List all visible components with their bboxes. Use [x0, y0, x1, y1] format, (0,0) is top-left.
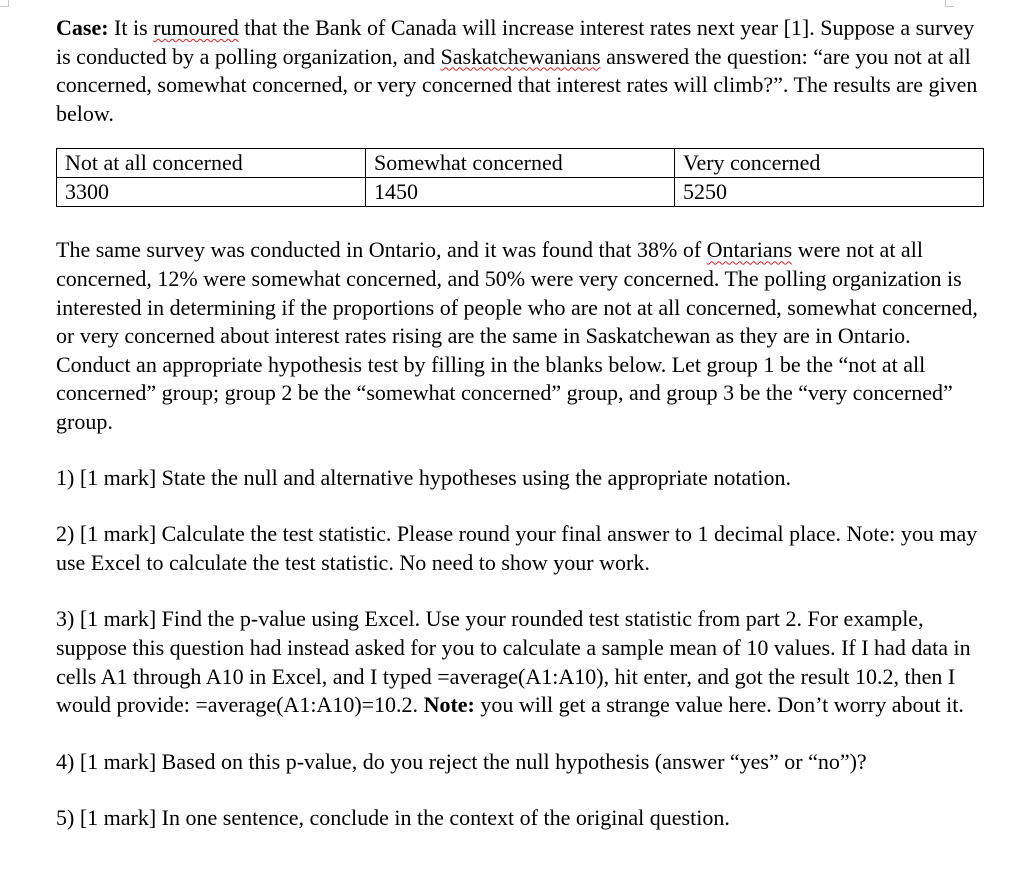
question-3: [56, 605, 986, 719]
survey-results-table: [56, 148, 984, 207]
table-value-row: [57, 178, 984, 207]
page-corner-marker-left: [0, 0, 9, 7]
table-value-cell: 3300: [57, 178, 366, 207]
table-header-cell: Somewhat concerned: [366, 149, 675, 178]
ontario-word-ontarians: Ontarians: [706, 237, 793, 263]
page-corner-marker-right: [945, 0, 954, 7]
ontario-text-2: were not at all concerned, 12% were somewhat concerned, and 50% were very concerned. The polling organization is interested in determining if the proportions of people who are not at all concerned, somewhat concerned, or very concerned about interest rates rising are the same in Saskatchewan as they are in Ontario. Conduct an appropriate hypothesis test by filling in the blanks below. Let group 1 be the “not at all concerned” group; group 2 be the “somewhat concerned” group, and group 3 be the “very concerned” group.: [56, 237, 978, 434]
table-value-cell: 1450: [366, 178, 675, 207]
document-body: [56, 14, 986, 833]
ontario-paragraph: [56, 236, 986, 436]
ontario-text-1: The same survey was conducted in Ontario, and it was found that 38% of: [56, 237, 707, 263]
question-3-note-label: Note:: [423, 692, 475, 718]
question-3-text: 3) [1 mark] Find the p-value using Excel. Use your rounded test statistic from part 2. For example, suppose this question had instead asked for you to calculate a sample mean of 10 values. If I had data in cells A1 through A10 in Excel, and I typed =average(A1:A10), hit enter, and got the result 10.2, then I would provide: =average(A1:A10)=10.2.: [56, 606, 971, 718]
question-1: 1) [1 mark] State the null and alternative hypotheses using the appropriate notation.: [56, 464, 791, 490]
case-label: Case:: [56, 15, 109, 40]
case-text-3: answered the question: “are you not at all concerned, somewhat concerned, or very concerned that interest rates will climb?”. The results are given below.: [56, 43, 978, 126]
question-2: 2) [1 mark] Calculate the test statistic. Please round your final answer to 1 decimal place. Note: you may use Excel to calculate the test statistic. No need to show your work.: [56, 521, 978, 575]
case-text-1: It is: [108, 15, 154, 40]
case-word-rumoured: rumoured: [153, 15, 239, 40]
table-header-row: [57, 149, 984, 178]
case-paragraph: [56, 14, 986, 128]
question-5: 5) [1 mark] In one sentence, conclude in the context of the original question.: [56, 805, 730, 831]
table-header-cell: Not at all concerned: [57, 149, 366, 178]
case-word-saskatchewanians: Saskatchewanians: [440, 43, 601, 69]
case-text-2: that the Bank of Canada will increase interest rates next year [1]. Suppose a survey is conducted by a polling organization, and: [56, 15, 975, 69]
table-header-cell: Very concerned: [675, 149, 984, 178]
question-4: 4) [1 mark] Based on this p-value, do you reject the null hypothesis (answer “yes” or “no”)?: [56, 748, 867, 774]
question-3-note-text: you will get a strange value here. Don’t worry about it.: [474, 692, 964, 718]
table-value-cell: 5250: [675, 178, 984, 207]
